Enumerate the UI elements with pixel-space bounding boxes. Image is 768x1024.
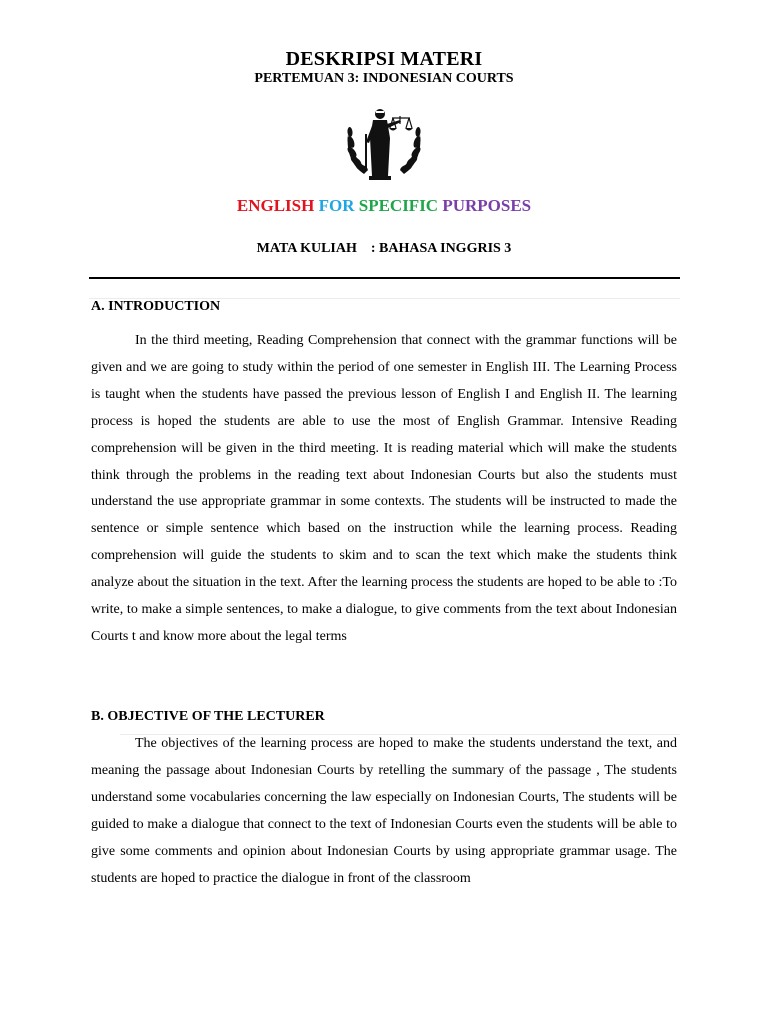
document-title: DESKRIPSI MATERI (285, 48, 483, 70)
section-heading-objective: B. OBJECTIVE OF THE LECTURER (91, 709, 325, 724)
course-word-purposes: PURPOSES (442, 196, 532, 215)
course-word-specific: SPECIFIC (358, 196, 439, 215)
mata-kuliah-value: : BAHASA INGGRIS 3 (370, 241, 512, 256)
course-title (0, 196, 768, 216)
section-body-objective: The objectives of the learning process are hoped to make the students understand the text, and meaning the passage about Indonesian Courts by retelling the summary of the passage , The students understand some vocabularies concerning the law especially on Indonesian Courts, The students will be guided to make a dialogue that connect to the text of Indonesian Courts even the students will be able to give some comments and opinion about Indonesian Courts by using appropriate grammar usage. The students are hoped to practice the dialogue in front of the classroom (91, 736, 677, 886)
section-heading-introduction: A. INTRODUCTION (91, 299, 221, 314)
section-body-introduction: In the third meeting, Reading Comprehension that connect with the grammar functions will be given and we are going to study within the period of one semester in English III. The Learning Process is taught when the students have passed the previous lesson of English I and English II. The learning process is hoped the students are able to use the most of English Grammar. Intensive Reading comprehension will be given in the third meeting. It is reading material which will make the students think through the problems in the reading text about Indonesian Courts but also the students must understand the use appropriate grammar in some contexts. The students will be instructed to made the sentence or simple sentence which based on the instruction while the learning process. Reading comprehension will guide the students to skim and to scan the text which make the students think analyze about the situation in the text. After the learning process the students are hoped to be able to :To write, to make a simple sentences, to make a dialogue, to give comments from the text about Indonesian Courts t and know more about the legal terms (91, 333, 677, 644)
mata-kuliah-line (0, 241, 768, 257)
course-word-for: FOR (318, 196, 355, 215)
header-divider (89, 277, 680, 279)
lady-justice-emblem-icon (342, 104, 426, 184)
mata-kuliah-label: MATA KULIAH (256, 241, 357, 256)
document-subtitle: PERTEMUAN 3: INDONESIAN COURTS (254, 71, 514, 86)
course-word-english: ENGLISH (236, 196, 315, 215)
